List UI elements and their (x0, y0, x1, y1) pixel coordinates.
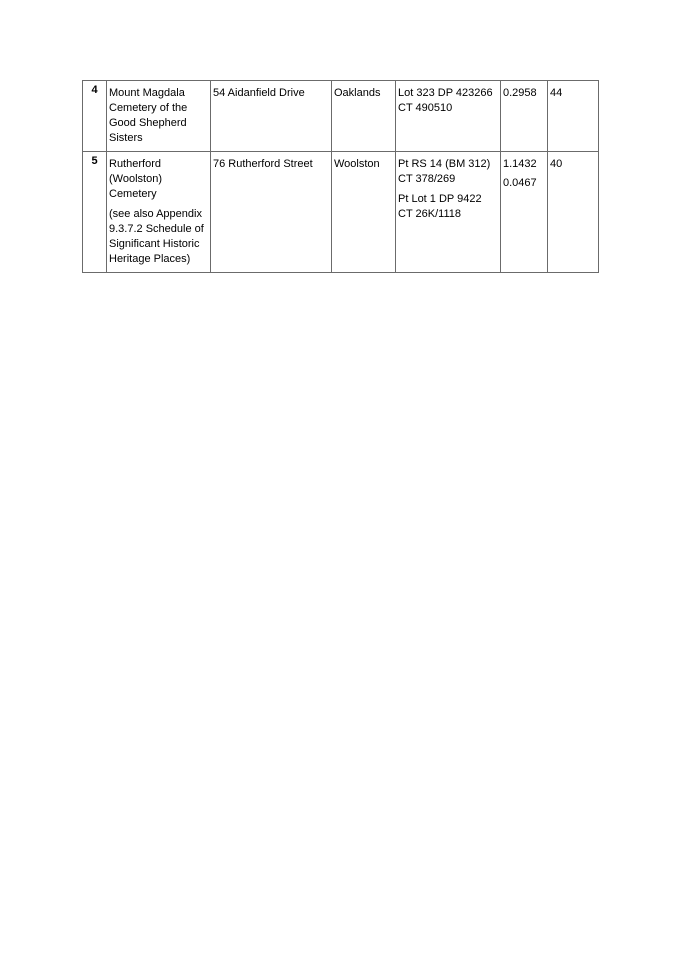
address-cell: 76 Rutherford Street (211, 152, 332, 273)
reference-number-cell: 40 (548, 152, 599, 273)
legal-description-cell (396, 81, 501, 152)
cemetery-note: (see also Appendix 9.3.7.2 Schedule of Significant Historic Heritage Places) (109, 208, 204, 265)
reference-number-cell: 44 (548, 81, 599, 152)
row-number-cell: 4 (83, 81, 107, 152)
legal-description: Lot 323 DP 423266 CT 490510 (398, 87, 493, 114)
legal-description-cell (396, 152, 501, 273)
area-value: 0.2958 (503, 87, 537, 99)
cemetery-name: Mount Magdala Cemetery of the Good Shepherd Sisters (109, 87, 188, 144)
row-number-cell: 5 (83, 152, 107, 273)
cemetery-name-cell (107, 81, 211, 152)
address-cell: 54 Aidanfield Drive (211, 81, 332, 152)
area-value: 0.0467 (503, 177, 537, 189)
area-value: 1.1432 (503, 158, 537, 170)
cemetery-name-cell (107, 152, 211, 273)
table-row (83, 81, 599, 152)
legal-description: Pt RS 14 (BM 312) CT 378/269 (398, 158, 491, 185)
cemetery-schedule-table (82, 80, 599, 273)
suburb-cell: Oaklands (332, 81, 396, 152)
suburb-cell: Woolston (332, 152, 396, 273)
table-row (83, 152, 599, 273)
legal-description: Pt Lot 1 DP 9422 CT 26K/1118 (398, 193, 482, 220)
cemetery-name: Rutherford (Woolston) Cemetery (109, 158, 162, 200)
area-cell (501, 81, 548, 152)
area-cell (501, 152, 548, 273)
